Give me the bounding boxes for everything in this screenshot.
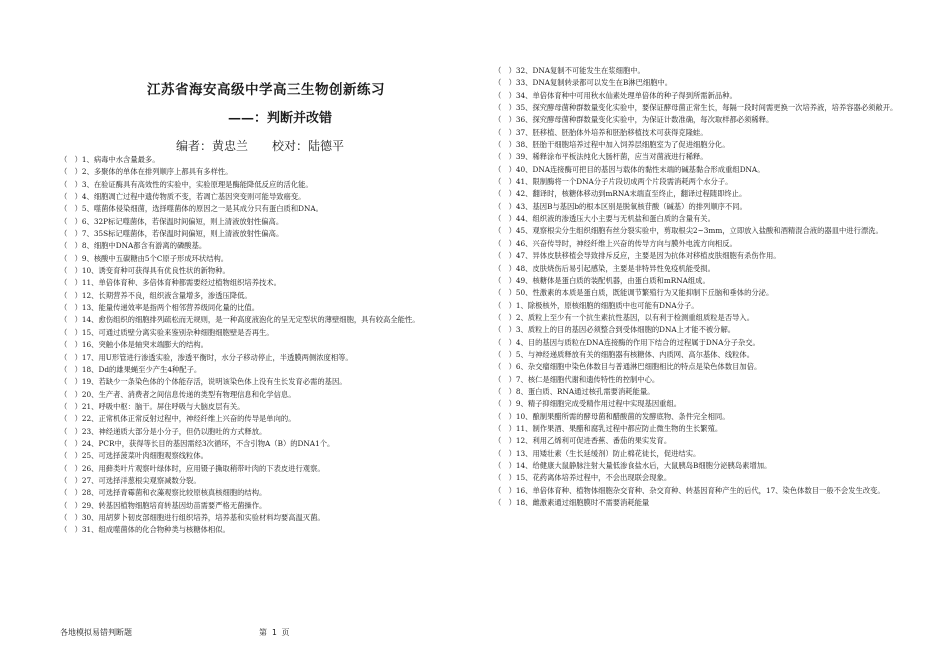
question-item: （ ）9、核酸中五碳糖由5个C原子形成环状结构。 [60,253,229,263]
footer-source: 各地模拟易错判断题 [60,628,132,637]
question-item: （ ）6、杂交瘤细胞中染色体数目与普通淋巴细胞相比的特点是染色体数目加倍。 [494,362,762,372]
question-item: （ ）1、病毒中水含量最多。 [60,155,160,164]
question-item: （ ）17、用U形管进行渗透实验，渗透平衡时，水分子移动停止，半透膜两侧浓度相等。 [60,352,353,362]
question-item: （ ）14、给健康大鼠静脉注射大量低渗食盐水后，大鼠胰岛B细胞分泌胰岛素增加。 [494,461,772,470]
question-item: （ ）26、用藓类叶片观察叶绿体时，应用镊子撕取稍带叶肉的下表皮进行观察。 [60,463,325,473]
question-item: （ ）15、可通过质壁分离实验来鉴别杂种细胞细胞壁是否再生。 [60,327,274,337]
question-item: （ ）18、雌激素通过细胞膜时不需要消耗能量 [494,498,650,508]
question-item: （ ）41、限制酶将一个DNA分子片段切成两个片段需消耗两个水分子。 [494,177,733,187]
question-item: （ ）4、目的基因与质粒在DNA连接酶的作用下结合的过程属于DNA分子杂交。 [494,337,760,347]
question-item: （ ）34、单倍体育种中可用秋水仙素处理单倍体的种子得到所需新品种。 [494,90,737,100]
question-item: （ ）15、花药离体培养过程中，不会出现联会现象。 [494,473,672,483]
question-item: （ ）6、32P标记噬菌体，若保温时间偏短，则上清液放射性偏高。 [60,216,284,226]
question-item: （ ）33、DNA复制转录都可以发生在B淋巴细胞中。 [494,78,673,88]
question-item: （ ）25、可选择菠菜叶肉细胞观察线粒体。 [60,451,208,461]
question-item: （ ）24、PCR中，获得等长目的基因需经3次循环，不含引物A（B）的DNA1个。 [60,438,335,448]
question-item: （ ）14、愈伤组织的细胞排列疏松而无规则，是一种高度液泡化的呈无定型状的薄壁细胞，具有较高全能性。 [60,315,420,325]
question-item: （ ）9、精子抑细胞完成受精作用过程中实现基因重组。 [494,399,682,409]
question-item: （ ）12、长期营养不良，组织液含量增多，渗透压降低。 [60,290,252,300]
question-item: （ ）3、质粒上的目的基因必须整合到受体细胞的DNA上才能不被分解。 [494,325,736,335]
question-item: （ ）32、DNA复制不可能发生在浆细胞中。 [494,66,645,75]
page-subtitle: ——：判断并改错 [227,111,332,126]
question-item: （ ）31、组成噬菌体的化合物种类与核糖体相似。 [60,525,230,535]
question-item: （ ）1、除极核外，原核细胞的细胞质中也可能有DNA分子。 [494,300,699,310]
question-item: （ ）47、异体皮肤移植会导致排斥反应，主要是因为抗体对移植皮肤细胞有杀伤作用。 [494,251,781,261]
question-item: （ ）11、单倍体育种、多倍体育种都需要经过植物组织培养技术。 [60,278,281,288]
question-item: （ ）13、能量传递效率是指两个相邻营养级同化量的比值。 [60,303,260,313]
question-item: （ ）13、用矮壮素（生长延缓剂）防止棉花徒长，促进结实。 [494,448,701,458]
question-item: （ ）42、翻译时，核糖体移动到mRNA末端直至终止，翻译过程随即终止。 [494,189,747,199]
question-item: （ ）7、35S标记噬菌体，若保温时间偏短，则上清液放射性偏高。 [60,229,284,239]
left-question-list [60,154,470,537]
question-item: （ ）10、诱变育种可获得具有优良性状的新物种。 [60,266,230,276]
question-item: （ ）8、细胞中DNA都含有游离的磷酸基。 [60,241,207,251]
question-item: （ ）10、酿制果醋所需的酵母菌和醋酸菌的发酵底物、条件完全相同。 [494,411,730,421]
question-item: （ ）29、转基因植物细胞培育转基因幼苗需要严格无菌操作。 [60,500,267,510]
question-item: （ ）36、探究酵母菌种群数量变化实验中，为保证计数准确，每次取样都必须稀释。 [494,115,774,125]
footer-page-number: 第 1 页 [259,628,290,637]
question-item: （ ）30、用胡萝卜韧皮部细胞进行组织培养，培养基和实验材料均要高温灭菌。 [60,512,325,522]
right-question-list [494,65,898,509]
question-item: （ ）35、探究酵母菌种群数量变化实验中，要保证酵母菌正常生长，每隔一段时间需更换一次培养液，培养容器必须敞开。 [494,103,898,113]
question-item: （ ）3、在验证酶具有高效性的实验中，实验原理是酶能降低反应的活化能。 [60,179,313,189]
question-item: （ ）43、基因B与基因b的根本区别是脱氧核苷酸（碱基）的排列顺序不同。 [494,201,747,211]
question-item: （ ）40、DNA连接酶可把目的基因与载体的黏性末端的碱基黏合形成重组DNA。 [494,164,765,174]
question-item: （ ）23、神经递质大部分是小分子，但仍以胞吐的方式释放。 [60,426,267,436]
question-item: （ ）20、生产者、消费者之间信息传递的类型有物理信息和化学信息。 [60,389,296,399]
question-item: （ ）8、蛋白质、RNA通过核孔需要消耗能量。 [494,386,655,396]
question-item: （ ）44、组织液的渗透压大小主要与无机盐和蛋白质的含量有关。 [494,214,715,224]
question-item: （ ）4、细胞凋亡过程中遗传物质不变，若凋亡基因突变则可能导致癌变。 [60,192,306,202]
question-item: （ ）37、胚移植、胚胎体外培养和胚胎移植技术可获得克隆蛙。 [494,127,708,137]
question-item: （ ）22、正常机体正常反射过程中，神经纤维上兴奋的传导是单向的。 [60,414,296,424]
question-item: （ ）7、核仁是细胞代谢和遗传特性的控制中心。 [494,374,660,384]
question-item: （ ）46、兴奋传导时，神经纤维上兴奋的传导方向与膜外电流方向相反。 [494,238,737,248]
question-item: （ ）21、呼吸中枢：脑干。屏住呼吸与大脑皮层有关。 [60,401,245,411]
question-item: （ ）27、可选择洋葱根尖观察减数分裂。 [60,475,201,485]
question-item: （ ）38、胚胎干细胞培养过程中加入饲养层细胞室为了促进细胞分化。 [494,140,730,150]
question-item: （ ）18、Dd的雄果蝇至少产生4种配子。 [60,364,202,374]
question-item: （ ）45、观察根尖分生组织细胞有丝分裂实验中，剪取根尖2~3mm，立即放入盐酸和酒精混合液的器皿中进行漂洗。 [494,226,883,236]
page-title: 江苏省海安高级中学高三生物创新练习 [147,82,385,98]
question-item: （ ）5、与神经递质释放有关的细胞器有核糖体、内质网、高尔基体、线粒体。 [494,349,755,359]
question-item: （ ）49、核糖体是蛋白质的装配机器，由蛋白质和mRNA组成。 [494,275,710,285]
question-item: （ ）12、利用乙烯利可促进香蕉、番茄的果实发育。 [494,436,672,446]
question-item: （ ）11、制作果酒、果醋和腐乳过程中都应防止微生物的生长繁殖。 [494,423,723,433]
question-item: （ ）2、多聚体的单体在排列顺序上都具有多样性。 [60,167,233,177]
question-item: （ ）19、若缺少一条染色体的个体能存活，说明该染色体上没有生长发育必需的基因。 [60,377,347,387]
question-item: （ ）16、单倍体育种、植物体细胞杂交育种、杂交育种、转基因育种产生的后代，17、染色体数目一般不会发生改变。 [494,485,885,495]
question-item: （ ）2、质粒上至少有一个抗生素抗性基因，以有利于检测重组质粒是否导入。 [494,312,755,322]
authors-line: 编者：黄忠兰 校对：陆德平 [176,139,345,153]
question-item: （ ）5、噬菌体侵染细菌，选择噬菌体的原因之一是其成分只有蛋白质和DNA。 [60,204,323,214]
question-item: （ ）48、皮肤烧伤后易引起感染，主要是非特异性免疫机能受损。 [494,263,715,273]
question-item: （ ）16、突触小体是轴突末端膨大的结构。 [60,340,208,350]
question-item: （ ）39、稀释涂布平板法纯化大肠杆菌，应当对菌液进行稀释。 [494,152,708,162]
question-item: （ ）28、可选择青霉菌和衣藻观察比较原核真核细胞的结构。 [60,488,267,498]
question-item: （ ）50、性激素的本质是蛋白质，既能调节繁殖行为又能抑制下丘脑和垂体的分泌。 [494,288,774,298]
